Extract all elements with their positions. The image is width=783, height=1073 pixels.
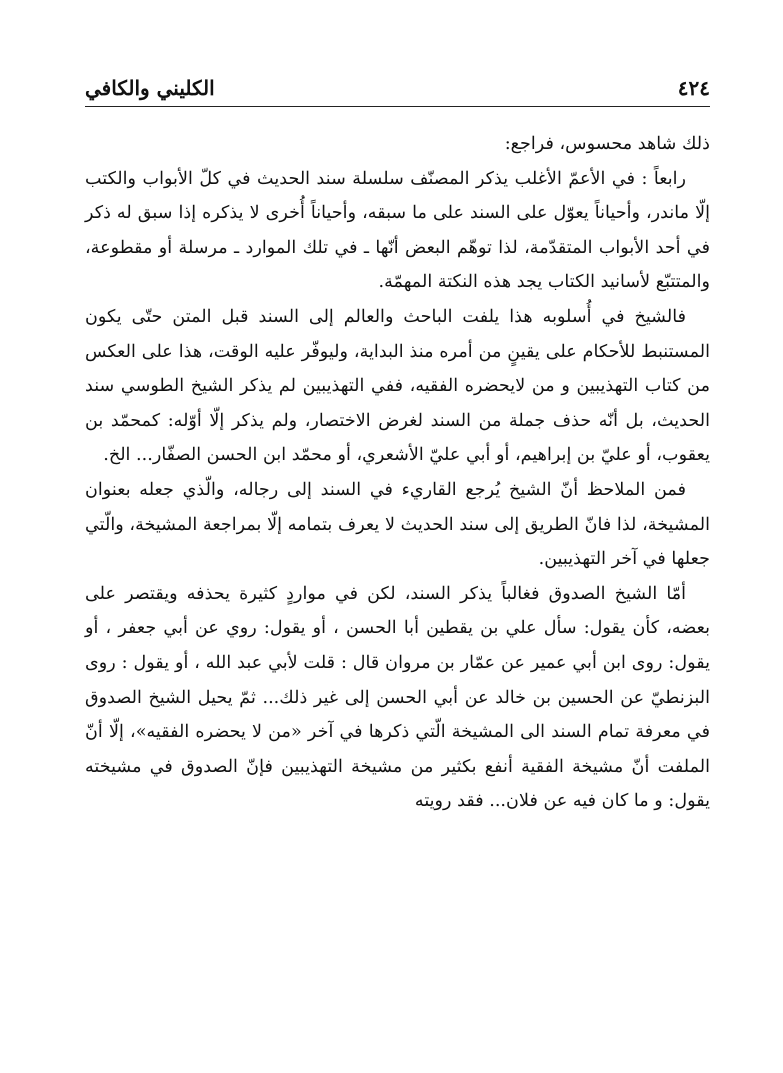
page-body bbox=[85, 127, 710, 819]
paragraph-mashyakha: فمن الملاحظ أنّ الشيخ يُرجع القاريء في السند إلى رجاله، والّذي جعله بعنوان المشيخة، لذا فانّ الطريق إلى سند الحديث لا يعرف بتمامه إلّا بمراجعة المشيخة، والّتي جعلها في آخر التهذيبين. bbox=[85, 479, 710, 570]
running-title: الكليني والكافي bbox=[85, 76, 215, 100]
paragraph-shaykh-method: فالشيخ في أُسلوبه هذا يلفت الباحث والعالم إلى السند قبل المتن حتّى يكون المستنبط للأحكام على يقينٍ من أمره منذ البداية، وليوفّر عليه الوقت، هذا على العكس من كتاب التهذيبين و من لايحضره الفقيه، ففي التهذيبين لم يذكر الشيخ الطوسي سند الحديث، بل أنّه حذف جملة من السند لغرض الاختصار، ولم يذكر إلّا أوّله: كمحمّد بن يعقوب، أو عليّ بن إبراهيم، أو أبي عليّ الأشعري، أو محمّد ابن الحسن الصفّار... الخ. bbox=[85, 306, 710, 466]
page-number: ٤٢٤ bbox=[677, 76, 710, 100]
lead-line: ذلك شاهد محسوس، فراجع: bbox=[504, 134, 710, 154]
page-header bbox=[85, 70, 710, 107]
paragraph-saduq: أمّا الشيخ الصدوق فغالباً يذكر السند، لكن في مواردٍ كثيرة يحذفه ويقتصر على بعضه، كأن يقول: سأل علي بن يقطين أبا الحسن ، أو يقول: روي عن أبي جعفر ، أو يقول: روى ابن أبي عمير عن عمّار بن مروان قال : قلت لأبي عبد الله ، أو يقول : روى البزنطيّ عن الحسين بن خالد عن أبي الحسن إلى غير ذلك... ثمّ يحيل الشيخ الصدوق في معرفة تمام السند الى المشيخة الّتي ذكرها في آخر «من لا يحضره الفقيه»، إلّا أنّ الملفت أنّ مشيخة الفقية أنفع بكثير من مشيخة التهذيبين فإنّ الصدوق في مشيخته يقول: و ما كان فيه عن فلان... فقد رويته bbox=[85, 583, 710, 812]
book-page bbox=[85, 70, 710, 819]
paragraph-fourth-point: رابعاً : في الأعمّ الأغلب يذكر المصنّف سلسلة سند الحديث في كلّ الأبواب والكتب إلّا ماندر، وأحياناً يعوّل على السند على ما سبقه، وأحياناً أُخرى لا يذكره إذا سبق له ذكر في أحد الأبواب المتقدّمة، لذا توهّم البعض أنّها ـ في تلك الموارد ـ مرسلة أو مقطوعة، والمتتبّع لأسانيد الكتاب يجد هذه النكتة المهمّة. bbox=[85, 168, 710, 293]
